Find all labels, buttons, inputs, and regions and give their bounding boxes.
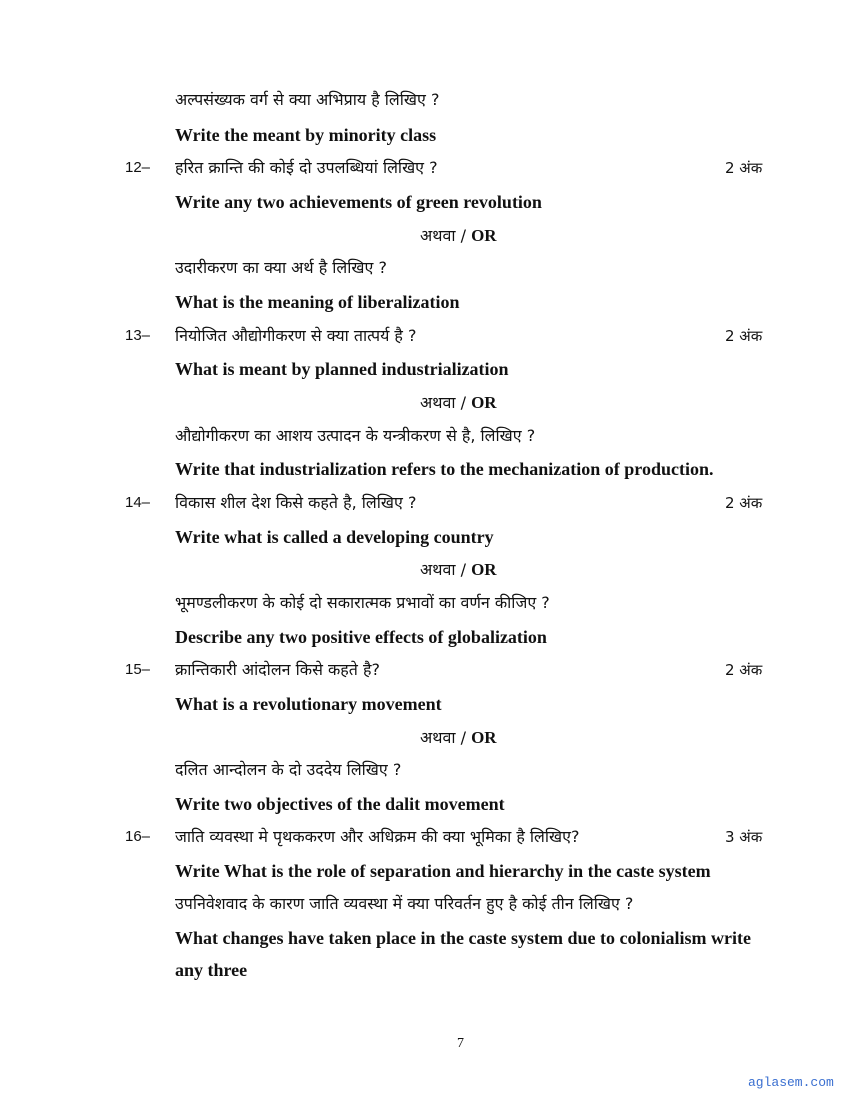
question-number: 12– xyxy=(125,159,151,176)
page-number: 7 xyxy=(457,1036,464,1051)
question-text: What is the meaning of liberalization xyxy=(175,292,460,312)
question-text: दलित आन्दोलन के दो उददेय लिखिए ? xyxy=(175,760,402,779)
or-en: OR xyxy=(471,226,497,245)
or-separator xyxy=(420,560,497,580)
question-text: क्रान्तिकारी आंदोलन किसे कहते है? xyxy=(175,660,380,679)
marks: 2 अंक xyxy=(725,159,763,177)
or-separator xyxy=(420,728,497,748)
question-number: 16– xyxy=(125,828,151,845)
question-text: Write What is the role of separation and hierarchy in the caste system xyxy=(175,861,711,881)
question-text: भूमण्डलीकरण के कोई दो सकारात्मक प्रभावों का वर्णन कीजिए ? xyxy=(175,593,550,612)
question-text: Write that industrialization refers to the mechanization of production. xyxy=(175,459,714,479)
question-text: Describe any two positive effects of globalization xyxy=(175,627,547,647)
marks: 2 अंक xyxy=(725,661,763,679)
or-separator xyxy=(420,226,497,246)
or-hi: अथवा / xyxy=(420,393,466,412)
question-text: Write two objectives of the dalit movement xyxy=(175,794,505,814)
question-text: नियोजित औद्योगीकरण से क्या तात्पर्य है ? xyxy=(175,326,417,345)
or-separator xyxy=(420,393,497,413)
question-text: Write the meant by minority class xyxy=(175,125,437,145)
question-text: औद्योगीकरण का आशय उत्पादन के यन्त्रीकरण से है, लिखिए ? xyxy=(175,426,536,445)
question-number: 13– xyxy=(125,327,151,344)
or-hi: अथवा / xyxy=(420,560,466,579)
marks: 2 अंक xyxy=(725,494,763,512)
or-hi: अथवा / xyxy=(420,226,466,245)
question-text: जाति व्यवस्था मे पृथककरण और अधिक्रम की क्या भूमिका है लिखिए? xyxy=(175,827,580,846)
marks: 2 अंक xyxy=(725,327,763,345)
or-en: OR xyxy=(471,393,497,412)
marks: 3 अंक xyxy=(725,828,763,846)
question-text: अल्पसंख्यक वर्ग से क्या अभिप्राय है लिखिए ? xyxy=(175,90,440,109)
question-text: उपनिवेशवाद के कारण जाति व्यवस्था में क्या परिवर्तन हुए है कोई तीन लिखिए ? xyxy=(175,894,634,913)
question-text: उदारीकरण का क्या अर्थ है लिखिए ? xyxy=(175,258,387,277)
question-number: 15– xyxy=(125,661,151,678)
or-en: OR xyxy=(471,560,497,579)
question-text: What is a revolutionary movement xyxy=(175,694,442,714)
or-hi: अथवा / xyxy=(420,728,466,747)
question-text: any three xyxy=(175,960,248,980)
question-text: हरित क्रान्ति की कोई दो उपलब्धियां लिखिए ? xyxy=(175,158,438,177)
question-text: What is meant by planned industrialization xyxy=(175,359,509,379)
question-text: Write what is called a developing country xyxy=(175,527,494,547)
question-text: विकास शील देश किसे कहते है, लिखिए ? xyxy=(175,493,417,512)
watermark: aglasem.com xyxy=(748,1075,834,1090)
or-en: OR xyxy=(471,728,497,747)
question-number: 14– xyxy=(125,494,151,511)
question-text: What changes have taken place in the caste system due to colonialism write xyxy=(175,928,751,948)
question-text: Write any two achievements of green revolution xyxy=(175,192,542,212)
